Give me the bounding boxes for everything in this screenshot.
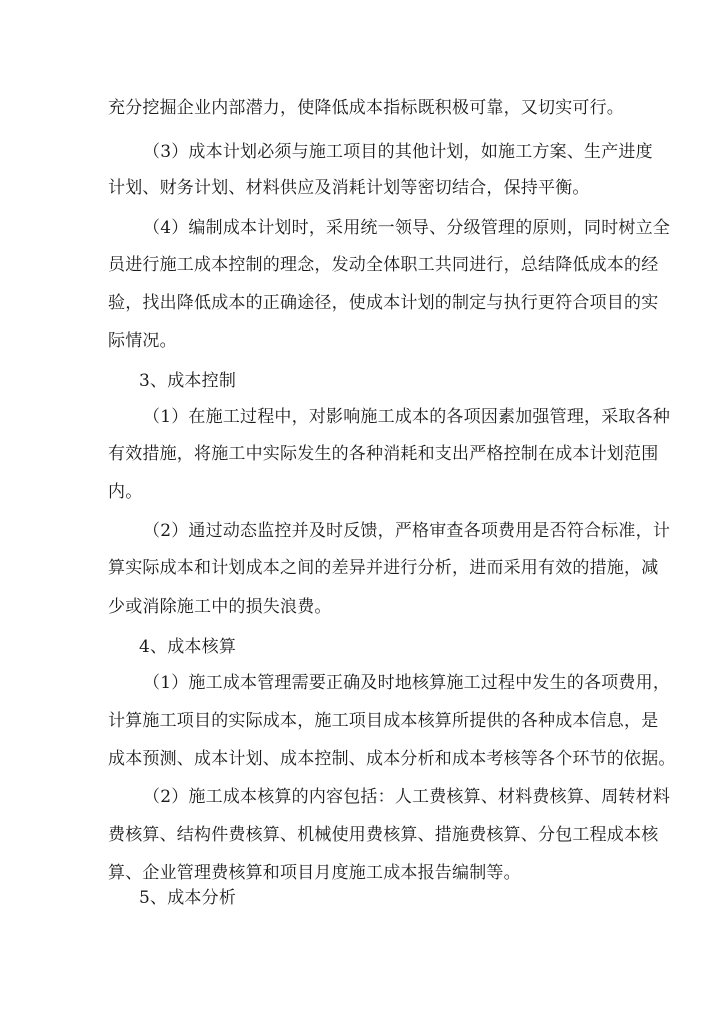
paragraph-line: （1）在施工过程中，对影响施工成本的各项因素加强管理，采取各种 — [143, 407, 671, 427]
paragraph-line: 验，找出降低成本的正确途径，使成本计划的制定与执行更符合项目的实 — [108, 293, 659, 313]
paragraph-line: 算实际成本和计划成本之间的差异并进行分析，进而采用有效的措施，减 — [108, 558, 659, 578]
paragraph-line: （4）编制成本计划时，采用统一领导、分级管理的原则，同时树立全 — [143, 218, 671, 238]
paragraph-line: （2）施工成本核算的内容包括：人工费核算、材料费核算、周转材料 — [143, 787, 671, 807]
paragraph-line: 少或消除施工中的损失浪费。 — [108, 597, 332, 617]
section-heading: 5、成本分析 — [139, 888, 237, 908]
paragraph-line: 费核算、结构件费核算、机械使用费核算、措施费核算、分包工程成本核 — [108, 825, 659, 845]
paragraph-line: 员进行施工成本控制的理念，发动全体职工共同进行，总结降低成本的经 — [108, 255, 659, 275]
paragraph-line: （2）通过动态监控并及时反馈，严格审查各项费用是否符合标准，计 — [143, 521, 671, 541]
paragraph-line: 有效措施，将施工中实际发生的各种消耗和支出严格控制在成本计划范围 — [108, 444, 659, 464]
paragraph-line: 内。 — [108, 482, 143, 502]
paragraph-line: 充分挖掘企业内部潜力，使降低成本指标既积极可靠，又切实可行。 — [108, 98, 624, 118]
paragraph-line: 际情况。 — [108, 331, 177, 351]
section-heading: 4、成本核算 — [139, 637, 237, 657]
paragraph-line: 计划、财务计划、材料供应及消耗计划等密切结合，保持平衡。 — [108, 178, 590, 198]
paragraph-line: （1）施工成本管理需要正确及时地核算施工过程中发生的各项费用， — [143, 673, 671, 693]
paragraph-line: 算、企业管理费核算和项目月度施工成本报告编制等。 — [108, 863, 521, 883]
paragraph-line: 成本预测、成本计划、成本控制、成本分析和成本考核等各个环节的依据。 — [108, 749, 676, 769]
paragraph-line: 计算施工项目的实际成本，施工项目成本核算所提供的各种成本信息，是 — [108, 711, 659, 731]
section-heading: 3、成本控制 — [139, 371, 237, 391]
paragraph-line: （3）成本计划必须与施工项目的其他计划，如施工方案、生产进度 — [143, 142, 653, 162]
